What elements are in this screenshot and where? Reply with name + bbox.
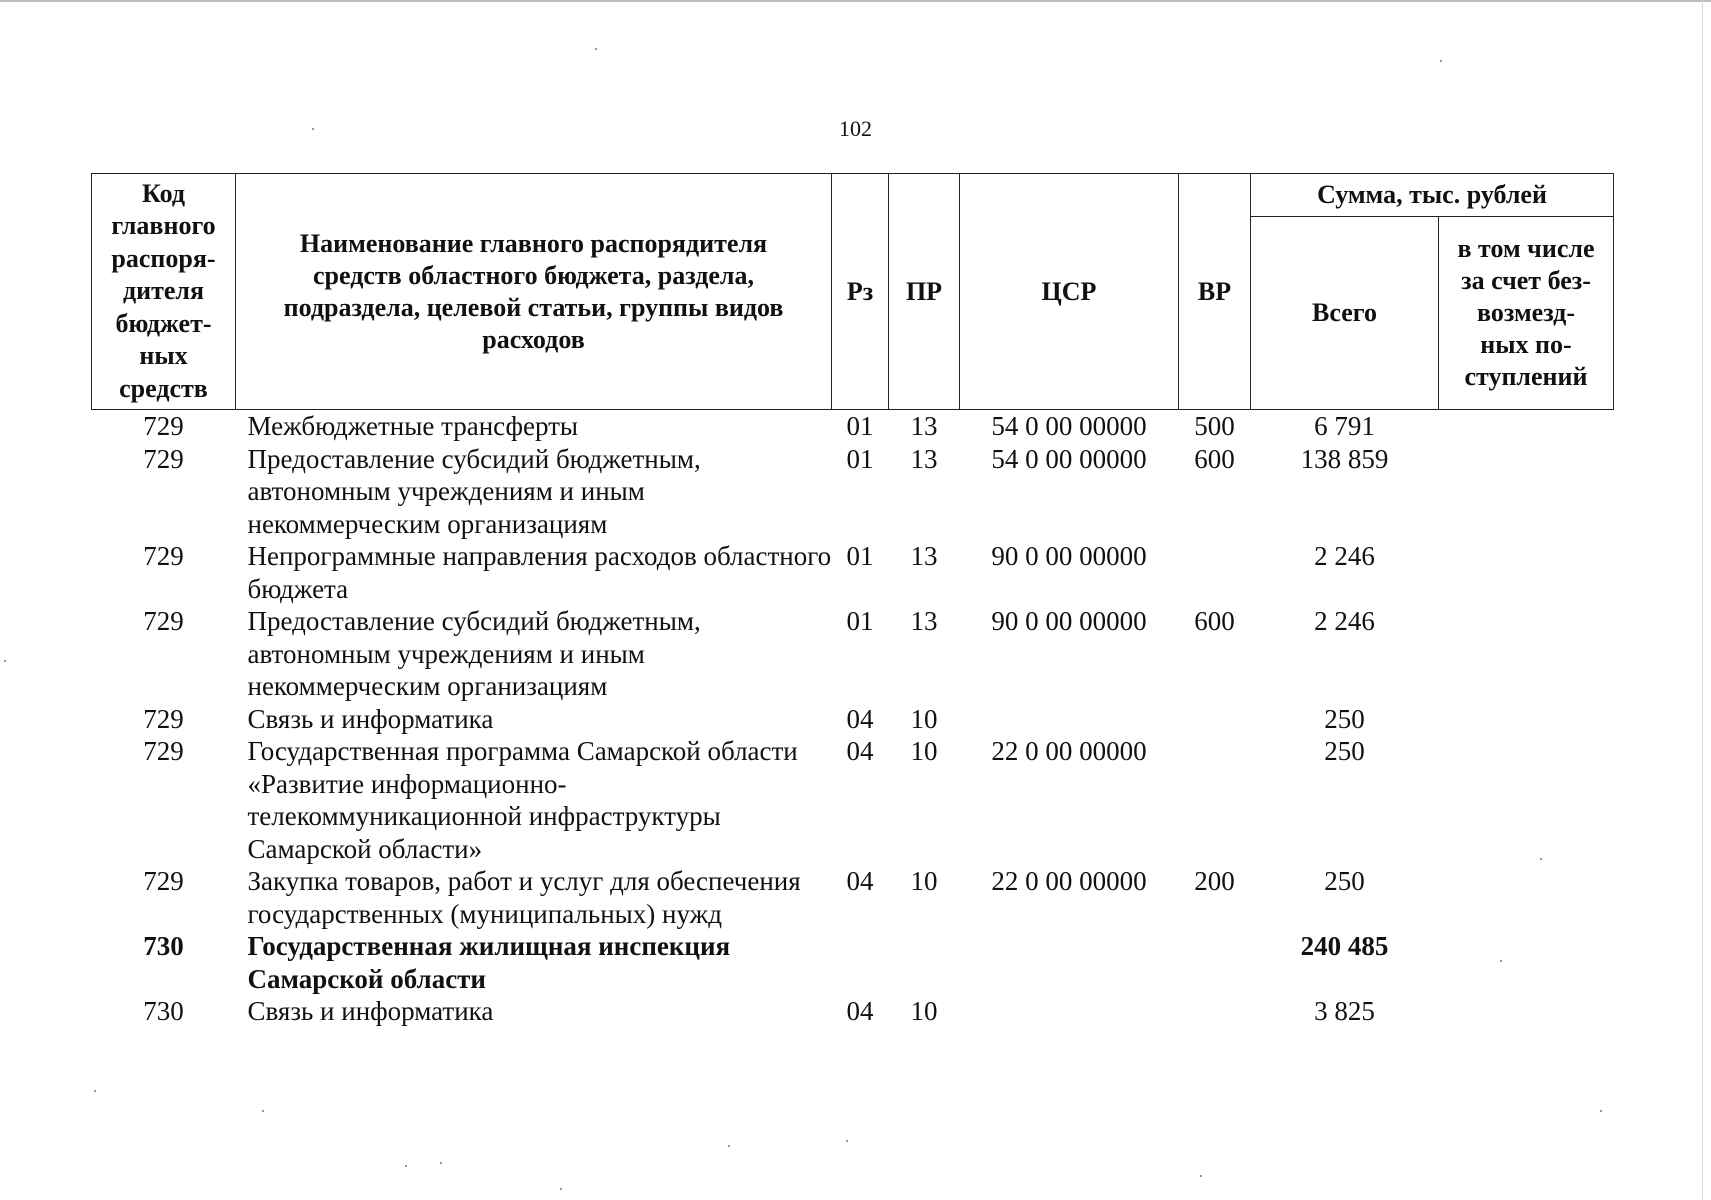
table-row [92,540,1614,605]
table-body [92,410,1614,1028]
header-pr: ПР [889,174,960,410]
cell-pr: 13 [910,541,938,571]
scan-speck [405,1165,407,1167]
cell-code: 730 [143,931,184,961]
cell-csr [960,703,1179,736]
cell-name: Межбюджетные трансферты [247,411,579,441]
cell-code: 730 [143,996,184,1026]
cell-csr: 54 0 00 00000 [991,411,1147,441]
cell-pr: 10 [910,736,938,766]
cell-pr: 13 [910,443,938,474]
cell-rz: 04 [846,703,874,734]
cell-pr: 10 [910,866,938,896]
cell-pr: 13 [910,606,938,636]
cell-name: Предоставление субсидий бюджетным, автономным учреждениям и иным некоммерческим организациям [247,606,701,701]
cell-incl [1439,735,1614,865]
cell-code: 729 [143,736,184,766]
cell-vr [1179,703,1251,736]
cell-total: 3 825 [1314,996,1375,1026]
cell-total: 250 [1324,866,1365,896]
table-row [92,703,1614,736]
cell-name: Связь и информатика [247,996,494,1026]
scan-speck [312,128,314,130]
cell-name: Непрограммные направления расходов областного бюджета [247,541,832,604]
cell-vr [1179,540,1251,605]
cell-rz: 01 [846,606,874,636]
cell-code: 729 [143,541,184,571]
cell-vr [1179,735,1251,865]
header-csr: ЦСР [960,174,1179,410]
cell-rz: 04 [846,996,874,1026]
scan-speck [1500,960,1502,962]
scan-speck [4,660,6,662]
table-row [92,410,1614,443]
budget-table [91,173,1614,1028]
cell-incl [1439,930,1614,995]
cell-incl [1439,540,1614,605]
cell-vr [1179,930,1251,995]
cell-name: Закупка товаров, работ и услуг для обеспечения государственных (муниципальных) нужд [247,866,801,929]
cell-rz: 04 [846,736,874,766]
header-total: Всего [1251,217,1439,410]
cell-pr [889,930,960,995]
cell-total: 138 859 [1300,443,1389,474]
cell-incl [1439,410,1614,443]
table-row [92,865,1614,930]
cell-code: 729 [143,606,184,636]
header-rz: Рз [832,174,889,410]
cell-total: 6 791 [1314,411,1375,441]
cell-total: 250 [1324,703,1365,734]
cell-pr: 10 [910,703,938,734]
scan-right-edge [1702,0,1703,1200]
cell-rz: 01 [846,443,874,474]
cell-rz: 01 [846,541,874,571]
scan-speck [728,1145,730,1147]
scan-speck [262,1110,264,1112]
scan-speck [1440,60,1442,62]
table-header [92,174,1614,410]
table-row [92,443,1614,541]
table-row [92,930,1614,995]
header-name: Наименование главного распорядителя средств областного бюджета, раздела, подраздела, целевой статьи, группы видов расходов [236,174,832,410]
cell-csr: 90 0 00 00000 [991,606,1147,636]
cell-code: 729 [143,866,184,896]
header-code: Код главного распоря- дителя бюджет- ных средств [92,174,236,410]
cell-name: Связь и информатика [247,703,494,734]
cell-csr: 22 0 00 00000 [991,866,1147,896]
table-row [92,605,1614,703]
cell-code: 729 [143,703,184,734]
cell-vr: 600 [1194,443,1235,474]
scan-speck [1600,1110,1602,1112]
header-incl: в том числе за счет без- возмезд- ных по- ступлений [1439,217,1614,410]
cell-total: 250 [1324,736,1365,766]
cell-code: 729 [143,411,184,441]
cell-code: 729 [143,443,184,474]
cell-rz: 01 [846,411,874,441]
cell-total: 2 246 [1314,541,1375,571]
cell-name: Государственная жилищная инспекция Самарской области [247,931,731,994]
cell-pr: 13 [910,411,938,441]
cell-incl [1439,605,1614,703]
scan-speck [595,48,597,50]
cell-csr [960,930,1179,995]
header-vr: ВР [1179,174,1251,410]
scan-speck [846,1140,848,1142]
cell-csr: 54 0 00 00000 [991,443,1147,474]
cell-csr [960,995,1179,1028]
scan-speck [440,1162,442,1164]
cell-name: Предоставление субсидий бюджетным, автономным учреждениям и иным некоммерческим организациям [247,443,701,539]
scan-speck [1200,1175,1202,1177]
cell-vr: 200 [1194,866,1235,896]
scan-speck [1540,858,1542,860]
cell-rz [832,930,889,995]
table-row [92,735,1614,865]
cell-name: Государственная программа Самарской области «Развитие информационно-телекоммуникационной инфраструктуры Самарской области» [247,736,798,864]
cell-incl [1439,443,1614,541]
header-sum: Сумма, тыс. рублей [1251,174,1614,217]
cell-csr: 90 0 00 00000 [991,541,1147,571]
cell-vr [1179,995,1251,1028]
cell-incl [1439,703,1614,736]
cell-total: 2 246 [1314,606,1375,636]
cell-csr: 22 0 00 00000 [991,736,1147,766]
cell-pr: 10 [910,996,938,1026]
cell-incl [1439,995,1614,1028]
table-row [92,995,1614,1028]
cell-vr: 500 [1194,411,1235,441]
cell-incl [1439,865,1614,930]
scan-top-edge [0,0,1711,2]
scan-speck [560,1188,562,1190]
scan-speck [94,1090,96,1092]
cell-total: 240 485 [1300,931,1389,961]
page-number: 102 [839,116,872,141]
cell-rz: 04 [846,866,874,896]
cell-vr: 600 [1194,606,1235,636]
